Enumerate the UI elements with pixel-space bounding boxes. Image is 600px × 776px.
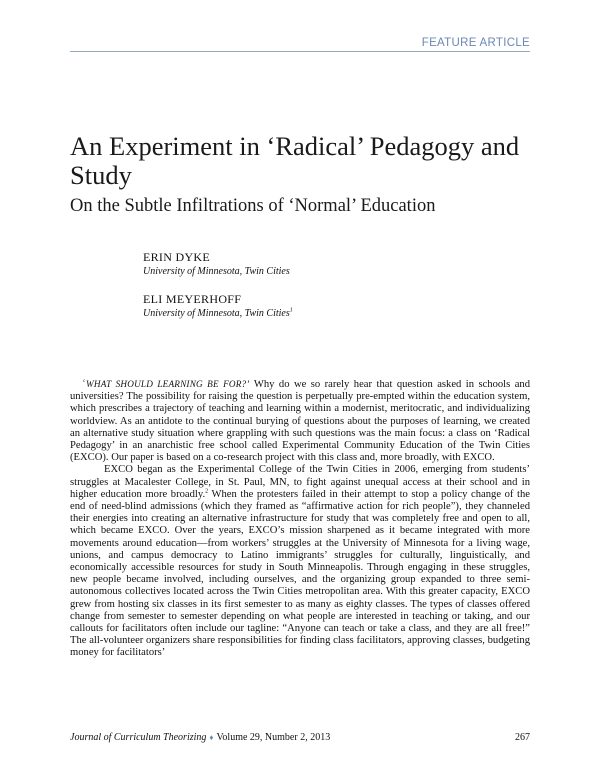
section-label: FEATURE ARTICLE	[421, 37, 530, 49]
page-footer	[70, 732, 530, 743]
journal-name: Journal of Curriculum Theorizing	[70, 732, 207, 743]
paragraph-text: EXCO began as the Experimental College of the Twin Cities in 2006, emerging from students’ struggles at Macalester College, in St. Paul, MN, to fight against unequal access at their school and in higher education more broadly.	[70, 464, 530, 500]
lead-in	[70, 376, 250, 390]
paragraph	[70, 464, 530, 659]
diamond-icon: ♦	[209, 733, 214, 742]
paragraph-text: Why do we so rarely hear that question asked in schools and universities? The possibility for raising the question is perpetually pre-empted within the education system, which prescribes a trajectory of teaching and learning within a modernist, meritocratic, and individualizing worldview. As an antidote to the continual burying of questions about the purposes of learning, we created an alternative study situation where grappling with such questions was the main focus: a class on ‘Radical Pedagogy’ in an anarchistic free school called Experimental Community Education of the Twin Cities (EXCO). Our paper is based on a co-research project with this class and, more broadly, with EXCO.	[70, 379, 530, 464]
lead-question: WHAT SHOULD LEARNING BE FOR?’	[86, 379, 250, 389]
author-name: ERIN DYKE	[143, 250, 211, 264]
author-name: ELI MEYERHOFF	[143, 292, 242, 306]
affiliation-text: University of Minnesota, Twin Cities	[143, 308, 290, 319]
header-rule	[70, 51, 530, 52]
article-body	[70, 377, 530, 660]
author-affiliation	[143, 308, 293, 319]
volume-info: Volume 29, Number 2, 2013	[216, 732, 331, 743]
article-title: An Experiment in ‘Radical’ Pedagogy and Study	[70, 131, 520, 190]
paragraph-text: When the protesters failed in their attempt to stop a policy change of the end of need-blind admissions (which they framed as “affirmative action for rich people”), they channeled their energies into creating an alternative infrastructure for study that was completely free and open to all, which became EXCO. Over the years, EXCO’s mission sharpened as it became integrated with more movements around education—from workers’ struggles at the University of Minnesota for a living wage, unions, and campus democracy to Latino immigrants’ struggles for culturally, linguistically, and economically accessible resources for study in South Minneapolis. Through engaging in these struggles, new people became involved, including ourselves, and the organizing group expanded to three semi-autonomous collectives located across the Twin Cities metropolitan area. With this greater capacity, EXCO grew from hosting six classes in its first semester to as many as eighty classes. The types of classes offered change from semester to semester depending on what people are interested in teaching or taking, and our callouts for facilitators often include our tagline: “Anyone can teach or take a class, and they are all free!” The all-volunteer organizers share responsibilities for finding class facilitators, approving classes, budgeting money for facilitators’	[70, 488, 530, 659]
footnote-marker: 1	[289, 307, 293, 314]
footnote-marker: 2	[205, 488, 209, 495]
author-affiliation: University of Minnesota, Twin Cities	[143, 266, 290, 277]
page-number: 267	[515, 732, 530, 743]
paragraph	[70, 377, 530, 464]
article-subtitle: On the Subtle Infiltrations of ‘Normal’ Education	[70, 196, 436, 216]
open-quote: ‘	[82, 376, 86, 390]
